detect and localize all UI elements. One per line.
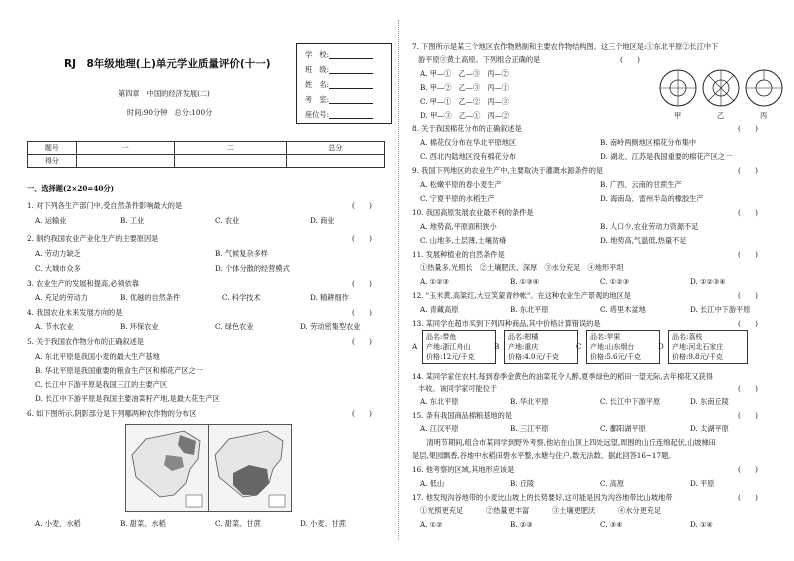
card-name: 品名:苹果 xyxy=(590,333,621,341)
score-header-total: 总分 xyxy=(286,142,384,155)
crop-wheel-yi xyxy=(701,68,741,124)
card-price: 价格:5.6元/千克 xyxy=(590,353,641,361)
answer-paren: ( ) xyxy=(352,409,372,418)
card-letter-a: A xyxy=(412,342,418,351)
q17-option-b: B. ②③ xyxy=(510,520,533,529)
answer-paren: ( ) xyxy=(620,55,640,64)
q1-option-d: D. 商业 xyxy=(310,216,335,225)
q10-option-a: A. 地势高,平原面积狭小 xyxy=(420,222,497,231)
question-5: 5. 关于我国农作物分布的正确叙述是 xyxy=(27,337,144,346)
q5-option-d: D. 长江中下游平原是我国主要油菜籽产地,是最大花生产区 xyxy=(35,394,220,403)
q16-option-a: A. 低山 xyxy=(420,479,445,488)
q5-option-a: A. 东北平原是我国小麦的最大生产基地 xyxy=(35,352,160,361)
q11-option-b: B. ①③④ xyxy=(510,277,540,286)
question-8: 8. 关于我国棉花分布的正确叙述是 xyxy=(412,124,522,133)
q8-option-d: D. 湖北、江苏是我国重要的棉花产区之一 xyxy=(600,152,733,161)
card-place: 产地:河北石家庄 xyxy=(672,343,724,351)
question-2: 2. 制约我国农业产业化生产的主要原因是 xyxy=(27,234,159,243)
answer-paren: ( ) xyxy=(352,234,372,243)
question-16: 16. 他考察的区域,其地形应该是 xyxy=(412,465,515,474)
q14-option-a: A. 东北平原 xyxy=(420,397,459,406)
card-name: 品名:荔枝 xyxy=(672,333,703,341)
china-map-right-svg xyxy=(209,425,291,511)
answer-paren: ( ) xyxy=(738,291,758,300)
q1-option-a: A. 运输业 xyxy=(35,216,67,225)
q6-option-a: A. 小麦、水稻 xyxy=(35,519,81,528)
south-sea-inset xyxy=(186,495,202,507)
q16-option-c: C. 高原 xyxy=(600,479,625,488)
score-table xyxy=(27,141,385,168)
q4-option-b: B. 环保农业 xyxy=(120,322,159,331)
q12-option-c: C. 塔里木盆地 xyxy=(600,305,646,314)
card-name: 品名:柑橘 xyxy=(508,333,539,341)
question-1: 1. 对下列各生产部门中,受自然条件影响最大的是 xyxy=(27,201,183,210)
q17-cond-2: ②热量更丰富 xyxy=(486,506,530,515)
product-card-b xyxy=(504,330,578,364)
q14-option-c: C. 长江中下游平原 xyxy=(600,397,661,406)
crop-wheel-bing xyxy=(744,68,784,124)
q2-option-b: B. 气候复杂多样 xyxy=(215,249,268,258)
q3-option-b: B. 优越的自然条件 xyxy=(120,293,181,302)
answer-paren: ( ) xyxy=(738,411,758,420)
question-14: 14. 某同学家住农村,每到春季金黄色的油菜花令人醉,夏季绿色的稻田一望无际,去年棉花又获得 xyxy=(412,372,713,381)
score-header-num: 题号 xyxy=(28,142,77,155)
wheel-label: 丙 xyxy=(760,111,768,120)
q15-option-b: B. 三江平原 xyxy=(510,424,549,433)
q7-option-a: A. 甲—① 乙—③ 丙—② xyxy=(420,69,509,78)
question-12: 12. "玉米黄,高粱红,大豆笑蒙青纱帐"。在这种农业生产景观的地区是 xyxy=(412,291,631,300)
q14-option-d: D. 东南丘陵 xyxy=(690,397,729,406)
answer-paren: ( ) xyxy=(738,319,758,328)
q2-option-d: D. 个体分散的经营模式 xyxy=(215,264,290,273)
q12-option-b: B. 东北平原 xyxy=(510,305,549,314)
card-price: 价格:12元/千克 xyxy=(426,353,475,361)
q3-option-a: A. 充足的劳动力 xyxy=(35,293,88,302)
score-row-label: 得分 xyxy=(28,155,77,168)
q8-option-a: A. 棉花仅分布在华北平原地区 xyxy=(420,138,517,147)
south-sea-inset xyxy=(269,495,285,507)
answer-paren: ( ) xyxy=(738,465,758,474)
q12-option-a: A. 青藏高原 xyxy=(420,305,459,314)
q4-option-d: D. 劳动密集型农业 xyxy=(300,322,361,331)
student-info-box xyxy=(296,43,392,124)
q2-option-c: C. 大城市众多 xyxy=(35,264,81,273)
q17-cond-4: ④水分更充足 xyxy=(618,506,662,515)
q4-option-c: C. 绿色农业 xyxy=(215,322,254,331)
passage-line2: 是层,果园飘香,谷地中水稻田碧水平整,水塘与住户,数无法数。据此回答16~17题。 xyxy=(412,451,676,460)
q9-option-a: A. 松嫩平原的春小麦生产 xyxy=(420,180,502,189)
q3-option-c: C. 科学技术 xyxy=(222,293,261,302)
answer-paren: ( ) xyxy=(352,308,372,317)
question-11: 11. 发展种植业的自然条件是 xyxy=(412,250,505,259)
q11-conditions: ①热量多,光照长 ②土壤肥沃、深厚 ③水分充足 ④地形平坦 xyxy=(420,263,624,272)
document-title: RJ 8年级地理(上)单元学业质量评价(十一) xyxy=(64,58,271,70)
card-name: 品名:带鱼 xyxy=(426,333,457,341)
question-7-line2: 游平原③黄土高原。下列组合正确的是 xyxy=(418,55,541,64)
answer-paren: ( ) xyxy=(352,279,372,288)
question-3: 3. 农业生产的发展和提高,必须依靠 xyxy=(27,279,140,288)
question-7: 7. 下图所示是某三个地区农作物熟制和主要农作物结构图。这三个地区是:①东北平原②长江中下 xyxy=(412,42,719,51)
q7-option-c: C. 甲—① 乙—② 丙—③ xyxy=(420,97,509,106)
crop-wheel-jia xyxy=(658,68,698,124)
card-place: 产地:重庆 xyxy=(508,343,539,351)
passage-line1: 清明节期间,组合市某同学到野外考察,他站在山顶上四处远望,周围的山丘连绵起伏,山坡梯田 xyxy=(412,438,716,447)
q11-option-c: C. ①②③ xyxy=(600,277,630,286)
q9-option-d: D. 海南岛、雷州半岛的橡胶生产 xyxy=(600,194,704,203)
question-15: 15. 条有我国商品棉粮基地的是 xyxy=(412,411,512,420)
q17-cond-1: ①光照更充足 xyxy=(420,506,464,515)
card-letter-d: D xyxy=(658,342,664,351)
answer-paren: ( ) xyxy=(352,337,372,346)
q17-option-c: C. ③④ xyxy=(600,520,623,529)
question-9: 9. 我国下列地区的农业生产中,主要取决于灌溉水源条件的是 xyxy=(412,166,604,175)
q2-option-a: A. 劳动力缺乏 xyxy=(35,249,81,258)
card-place: 产地:浙江舟山 xyxy=(426,343,471,351)
q15-option-c: C. 鄱阳湖平原 xyxy=(600,424,646,433)
page-divider xyxy=(398,20,399,540)
q10-option-b: B. 人口少,农业劳动力资源不足 xyxy=(600,222,699,231)
product-card-d xyxy=(668,330,748,364)
q15-option-d: D. 太湖平原 xyxy=(690,424,729,433)
card-price: 价格:9.8元/千克 xyxy=(672,353,723,361)
q7-option-d: D. 甲—③ 乙—① 丙—② xyxy=(420,111,510,120)
product-card-c xyxy=(586,330,660,364)
q12-option-d: D. 长江中下游平原 xyxy=(690,305,751,314)
q17-cond-3: ③土壤更肥沃 xyxy=(552,506,596,515)
info-seat: 座位号: xyxy=(305,110,373,119)
q15-option-a: A. 江汉平原 xyxy=(420,424,459,433)
q17-option-a: A. ①② xyxy=(420,520,443,529)
q16-option-d: D. 平原 xyxy=(690,479,715,488)
question-6: 6. 如下图所示,阴影部分是下列哪两种农作物的分布区 xyxy=(27,409,197,418)
china-map-left xyxy=(125,424,209,512)
info-room: 考 室: xyxy=(305,95,373,104)
score-cell xyxy=(76,155,174,168)
card-place: 产地:山东烟台 xyxy=(590,343,635,351)
china-map-left-svg xyxy=(126,425,208,511)
q1-option-c: C. 农业 xyxy=(215,216,240,225)
answer-paren: ( ) xyxy=(738,384,758,393)
score-cell xyxy=(286,155,384,168)
question-13: 13. 某同学在超市买到下列四种商品,其中价格计算错误的是 xyxy=(412,319,601,328)
wheel-label: 甲 xyxy=(674,111,682,120)
question-14-line2: 丰收。该同学家可能位于 xyxy=(418,384,498,393)
answer-paren: ( ) xyxy=(738,166,758,175)
q6-option-c: C. 甜菜、甘蔗 xyxy=(215,519,261,528)
question-4: 4. 我国农业未来发展方向的是 xyxy=(27,308,123,317)
q5-option-c: C. 长江中下游平原是我国三江的主要产区 xyxy=(35,380,168,389)
chapter-title: 第四章 中国的经济发展(二) xyxy=(118,89,210,98)
q8-option-c: C. 西北内陆地区没有棉花分布 xyxy=(420,152,517,161)
question-17: 17. 他发现沟谷地带的小麦比山坡上的长势要好,这可能是因为沟谷地带比山坡地带 xyxy=(412,493,673,502)
q9-option-c: C. 宁夏平原的水稻生产 xyxy=(420,194,495,203)
q5-option-b: B. 华北平原是我国重要的粮食生产区和棉花产区之一 xyxy=(35,366,203,375)
q10-option-c: C. 山地多,土层薄,土壤贫瘠 xyxy=(420,236,507,245)
info-school: 学 校: xyxy=(305,50,373,59)
time-score: 时间:90分钟 总分:100分 xyxy=(127,108,213,117)
q17-option-d: D. ①④ xyxy=(690,520,713,529)
info-name: 姓 名: xyxy=(305,80,373,89)
question-10: 10. 我国高原发展农业最不利的条件是 xyxy=(412,208,534,217)
score-header-2: 二 xyxy=(174,142,286,155)
card-letter-b: B xyxy=(494,342,500,351)
card-price: 价格:4.0元/千克 xyxy=(508,353,559,361)
q16-option-b: B. 丘陵 xyxy=(510,479,535,488)
q9-option-b: B. 广西、云南的甘蔗生产 xyxy=(600,180,682,189)
q3-option-d: D. 精耕细作 xyxy=(310,293,349,302)
q11-option-d: D. ①②③④ xyxy=(690,277,726,286)
wheel-label: 乙 xyxy=(717,111,725,120)
answer-paren: ( ) xyxy=(738,250,758,259)
q6-option-b: B. 甜菜、水稻 xyxy=(120,519,166,528)
info-class: 班 级: xyxy=(305,65,373,74)
section-title: 一、选择题(2×20=40分) xyxy=(27,184,114,193)
score-header-1: 一 xyxy=(76,142,174,155)
q1-option-b: B. 工业 xyxy=(120,216,145,225)
q11-option-a: A. ①②③ xyxy=(420,277,450,286)
answer-paren: ( ) xyxy=(352,201,372,210)
q10-option-d: D. 地势高,气温低,热量不足 xyxy=(600,236,687,245)
answer-paren: ( ) xyxy=(738,124,758,133)
score-cell xyxy=(174,155,286,168)
q14-option-b: B. 华北平原 xyxy=(510,397,549,406)
q7-option-b: B. 甲—② 乙—③ 丙—① xyxy=(420,83,509,92)
answer-paren: ( ) xyxy=(738,208,758,217)
card-letter-c: C xyxy=(576,342,582,351)
product-card-a xyxy=(422,330,496,364)
q4-option-a: A. 节水农业 xyxy=(35,322,74,331)
q8-option-b: B. 南岭两侧地区棉花分布集中 xyxy=(600,138,697,147)
q6-option-d: D. 小麦、甘蔗 xyxy=(300,519,347,528)
china-map-right xyxy=(208,424,292,512)
answer-paren: ( ) xyxy=(738,493,758,502)
